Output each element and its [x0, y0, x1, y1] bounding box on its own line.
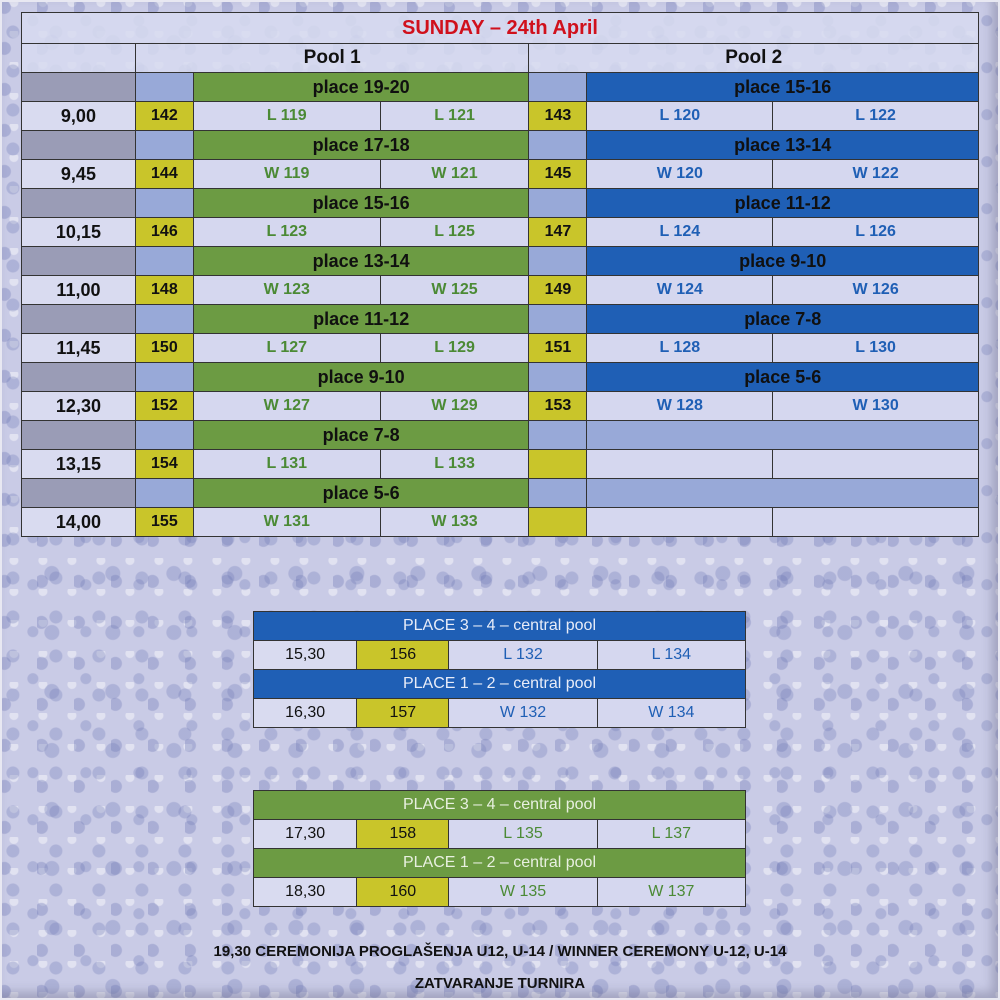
pool-2-team-b: L 126 [773, 218, 979, 247]
pool-2-team-a-empty [587, 508, 773, 537]
page-title: SUNDAY – 24th April [22, 13, 979, 44]
pool-2-team-a: W 120 [587, 160, 773, 189]
pool-2-game-number: 145 [529, 160, 587, 189]
match-time: 9,45 [22, 160, 136, 189]
pool-2-team-a-empty [587, 450, 773, 479]
final-team-b: W 137 [597, 878, 745, 907]
pool-2-team-b: W 122 [773, 160, 979, 189]
time-spacer [22, 421, 136, 450]
pool-2-empty-label [587, 421, 979, 450]
time-spacer [22, 363, 136, 392]
pool-1-team-b: W 129 [380, 392, 529, 421]
pool-1-team-a: L 127 [193, 334, 380, 363]
final-header: PLACE 3 – 4 – central pool [254, 612, 746, 641]
final-header: PLACE 1 – 2 – central pool [254, 670, 746, 699]
pool-1-team-a: L 123 [193, 218, 380, 247]
game-spacer [529, 131, 587, 160]
pool-2-game-empty [529, 450, 587, 479]
match-row [22, 160, 979, 189]
game-spacer [529, 479, 587, 508]
pool-1-game-number: 150 [135, 334, 193, 363]
final-header-row [254, 791, 746, 820]
time-spacer [22, 247, 136, 276]
pool-1-game-number: 152 [135, 392, 193, 421]
pool-2-team-a: L 124 [587, 218, 773, 247]
pool-1-team-b: W 133 [380, 508, 529, 537]
pool-1-team-a: W 127 [193, 392, 380, 421]
pool-1-team-a: W 123 [193, 276, 380, 305]
pool-2-place-label: place 11-12 [587, 189, 979, 218]
game-spacer [135, 189, 193, 218]
pool-1-game-number: 146 [135, 218, 193, 247]
final-team-a: W 135 [449, 878, 597, 907]
final-header-row [254, 612, 746, 641]
time-spacer [22, 131, 136, 160]
final-team-a: L 132 [449, 641, 597, 670]
game-spacer [529, 73, 587, 102]
place-row [22, 305, 979, 334]
place-row [22, 247, 979, 276]
pool-1-team-b: L 129 [380, 334, 529, 363]
pool-1-place-label: place 17-18 [193, 131, 529, 160]
game-spacer [135, 479, 193, 508]
final-time: 18,30 [254, 878, 357, 907]
pool-1-game-number: 144 [135, 160, 193, 189]
pool-2-place-label: place 5-6 [587, 363, 979, 392]
match-row [22, 450, 979, 479]
pool-1-place-label: place 11-12 [193, 305, 529, 334]
pool-2-team-a: L 120 [587, 102, 773, 131]
final-header-row [254, 849, 746, 878]
final-team-b: L 137 [597, 820, 745, 849]
pool-1-game-number: 155 [135, 508, 193, 537]
place-row [22, 421, 979, 450]
final-game-number: 156 [357, 641, 449, 670]
pool-2-team-b: W 126 [773, 276, 979, 305]
pool-2-game-empty [529, 508, 587, 537]
final-game-number: 158 [357, 820, 449, 849]
place-row [22, 363, 979, 392]
finals-table-green [253, 790, 746, 907]
final-time: 15,30 [254, 641, 357, 670]
game-spacer [135, 73, 193, 102]
pool-2-empty-label [587, 479, 979, 508]
place-row [22, 73, 979, 102]
place-row [22, 479, 979, 508]
place-row [22, 189, 979, 218]
final-team-b: L 134 [597, 641, 745, 670]
match-row [22, 276, 979, 305]
final-game-number: 160 [357, 878, 449, 907]
game-spacer [135, 363, 193, 392]
header-blank [22, 44, 136, 73]
pool-2-game-number: 147 [529, 218, 587, 247]
final-match-row [254, 641, 746, 670]
final-match-row [254, 699, 746, 728]
pool-2-team-b-empty [773, 508, 979, 537]
match-time: 13,15 [22, 450, 136, 479]
game-spacer [529, 305, 587, 334]
final-header: PLACE 3 – 4 – central pool [254, 791, 746, 820]
final-header: PLACE 1 – 2 – central pool [254, 849, 746, 878]
pool-2-game-number: 143 [529, 102, 587, 131]
place-row [22, 131, 979, 160]
match-time: 12,30 [22, 392, 136, 421]
pool-2-place-label: place 7-8 [587, 305, 979, 334]
pool-1-place-label: place 13-14 [193, 247, 529, 276]
game-spacer [135, 131, 193, 160]
match-time: 11,45 [22, 334, 136, 363]
footer-closing: ZATVARANJE TURNIRA [414, 975, 586, 992]
final-match-row [254, 878, 746, 907]
final-header-row [254, 670, 746, 699]
game-spacer [529, 363, 587, 392]
pool-2-place-label: place 9-10 [587, 247, 979, 276]
pool-2-team-b-empty [773, 450, 979, 479]
pool-1-place-label: place 5-6 [193, 479, 529, 508]
pool-2-place-label: place 15-16 [587, 73, 979, 102]
pool-1-team-a: W 119 [193, 160, 380, 189]
pool-1-header: Pool 1 [135, 44, 529, 73]
match-time: 11,00 [22, 276, 136, 305]
pool-2-team-b: L 130 [773, 334, 979, 363]
pool-2-team-b: W 130 [773, 392, 979, 421]
pool-2-place-label: place 13-14 [587, 131, 979, 160]
pool-1-team-b: W 125 [380, 276, 529, 305]
game-spacer [529, 189, 587, 218]
pool-1-place-label: place 9-10 [193, 363, 529, 392]
pool-2-team-b: L 122 [773, 102, 979, 131]
final-time: 16,30 [254, 699, 357, 728]
final-match-row [254, 820, 746, 849]
game-spacer [529, 421, 587, 450]
game-spacer [529, 247, 587, 276]
match-row [22, 334, 979, 363]
pool-1-team-b: L 125 [380, 218, 529, 247]
schedule-table [21, 12, 979, 537]
finals-table-blue [253, 611, 746, 728]
match-row [22, 392, 979, 421]
pool-1-game-number: 148 [135, 276, 193, 305]
time-spacer [22, 479, 136, 508]
match-row [22, 508, 979, 537]
pool-1-team-b: L 121 [380, 102, 529, 131]
time-spacer [22, 305, 136, 334]
pool-1-game-number: 142 [135, 102, 193, 131]
game-spacer [135, 305, 193, 334]
game-spacer [135, 421, 193, 450]
pool-2-team-a: W 128 [587, 392, 773, 421]
pool-2-game-number: 149 [529, 276, 587, 305]
final-time: 17,30 [254, 820, 357, 849]
match-time: 10,15 [22, 218, 136, 247]
final-team-a: L 135 [449, 820, 597, 849]
footer-ceremony: 19,30 CEREMONIJA PROGLAŠENJA U12, U-14 / WINNER CEREMONY U-12, U-14 [213, 943, 787, 960]
match-time: 9,00 [22, 102, 136, 131]
pool-2-header: Pool 2 [529, 44, 979, 73]
final-team-a: W 132 [449, 699, 597, 728]
game-spacer [135, 247, 193, 276]
pool-1-place-label: place 15-16 [193, 189, 529, 218]
pool-1-team-b: W 121 [380, 160, 529, 189]
pool-1-team-a: L 131 [193, 450, 380, 479]
pool-2-team-a: L 128 [587, 334, 773, 363]
final-game-number: 157 [357, 699, 449, 728]
pool-1-game-number: 154 [135, 450, 193, 479]
time-spacer [22, 189, 136, 218]
pool-2-game-number: 153 [529, 392, 587, 421]
final-team-b: W 134 [597, 699, 745, 728]
pool-1-place-label: place 7-8 [193, 421, 529, 450]
pool-1-team-a: L 119 [193, 102, 380, 131]
match-row [22, 102, 979, 131]
match-time: 14,00 [22, 508, 136, 537]
pool-1-place-label: place 19-20 [193, 73, 529, 102]
pool-2-game-number: 151 [529, 334, 587, 363]
pool-1-team-b: L 133 [380, 450, 529, 479]
match-row [22, 218, 979, 247]
pool-2-team-a: W 124 [587, 276, 773, 305]
time-spacer [22, 73, 136, 102]
pool-1-team-a: W 131 [193, 508, 380, 537]
